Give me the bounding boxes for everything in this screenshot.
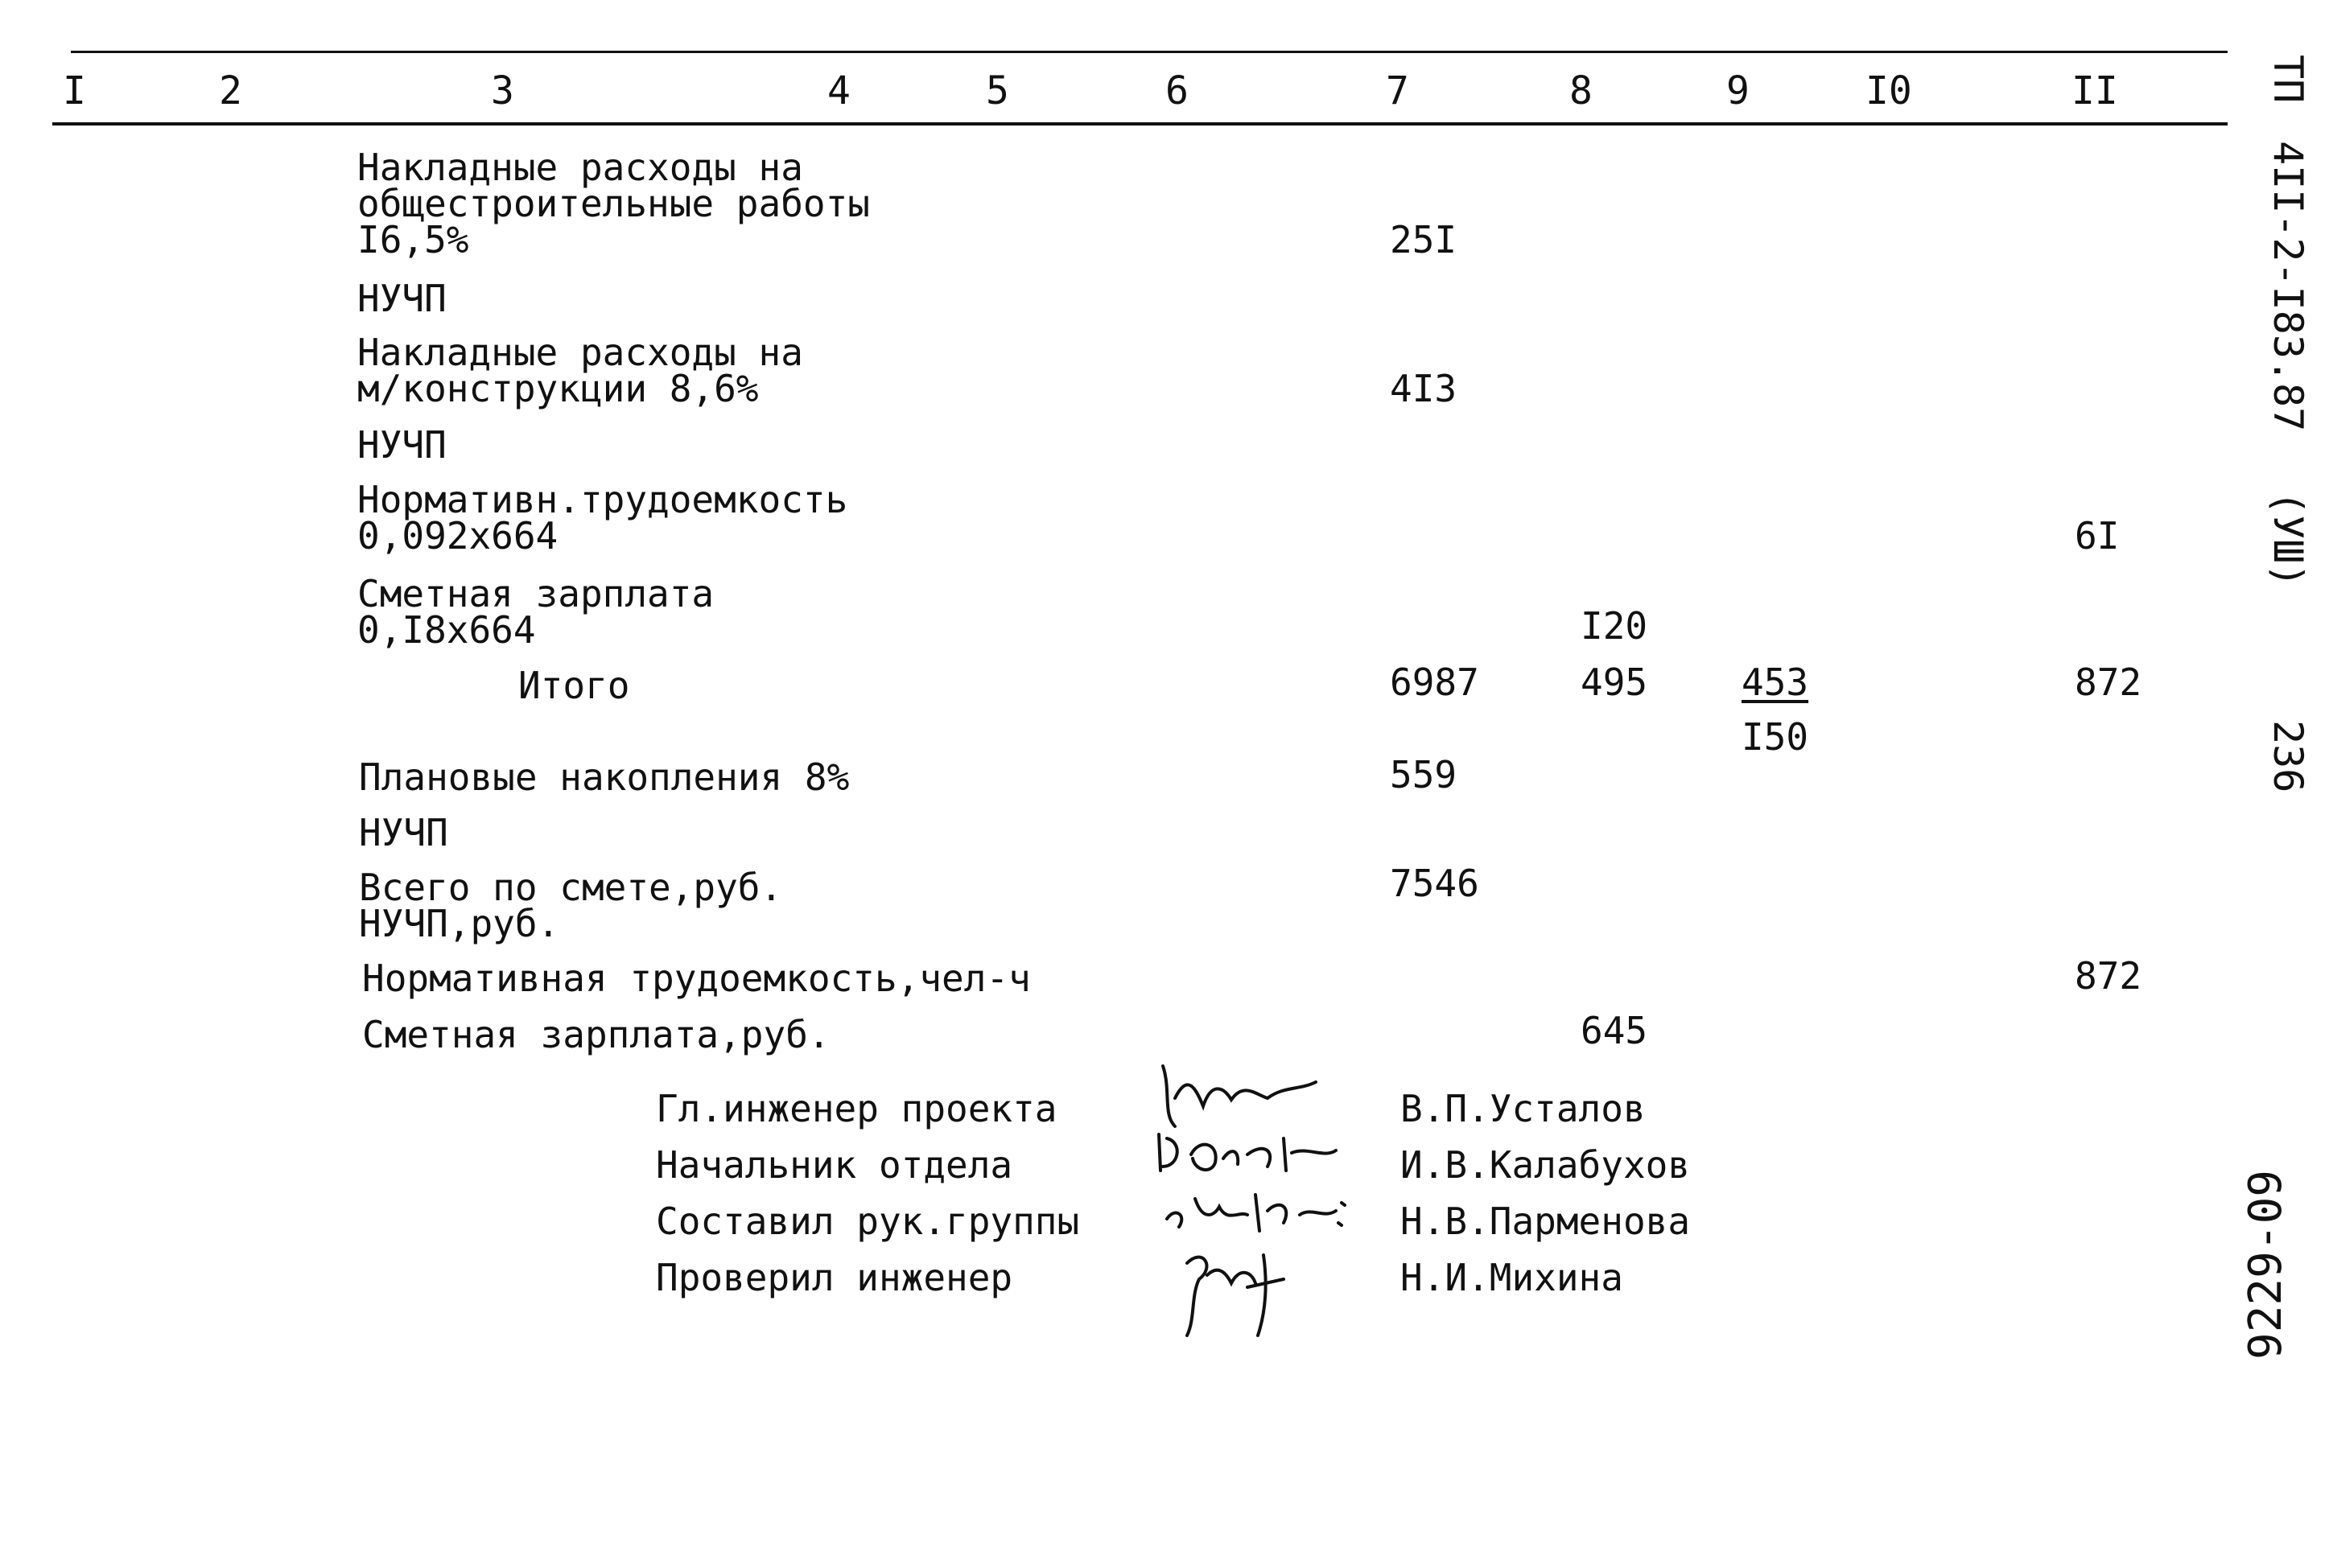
labor-value: 6I — [2075, 514, 2120, 558]
doc-code: 4II-2-I83.87 — [2265, 141, 2311, 432]
cost-value: 25I — [1390, 218, 1457, 261]
total-cost-value: 6987 — [1390, 661, 1479, 704]
item-label: Нормативн.трудоемкость — [357, 478, 848, 521]
col-header-4: 4 — [827, 68, 851, 113]
item-label: Сметная зарплата — [357, 572, 715, 615]
page-number: 236 — [2265, 720, 2311, 793]
archive-code: 9229-09 — [2240, 1169, 2292, 1360]
total-col9-top: 453 — [1742, 661, 1809, 704]
total-labor-value: 872 — [2075, 661, 2142, 704]
item-label: НУЧП — [357, 277, 447, 320]
doc-code-prefix: ТП — [2265, 55, 2311, 104]
item-label: Плановые накопления 8% — [359, 755, 850, 799]
wage-value: 645 — [1581, 1009, 1648, 1052]
item-label: общестроительные работы — [357, 182, 870, 225]
cost-value: 7546 — [1390, 862, 1479, 905]
item-label: НУЧП,руб. — [359, 902, 560, 945]
col-header-8: 8 — [1569, 68, 1593, 113]
header-rule-bottom — [52, 122, 2228, 126]
cost-value: 4I3 — [1390, 367, 1457, 410]
signature-role: Начальник отдела — [656, 1143, 1013, 1187]
signature-name: Н.И.Михина — [1400, 1256, 1623, 1299]
wage-value: I20 — [1581, 604, 1648, 648]
item-label: Накладные расходы на — [357, 331, 803, 374]
signature-name: И.В.Калабухов — [1400, 1143, 1691, 1187]
item-label: м/конструкции 8,6% — [357, 367, 759, 410]
col-header-2: 2 — [219, 68, 242, 113]
signature-role: Проверил инженер — [656, 1256, 1013, 1299]
item-label: НУЧП — [357, 423, 447, 467]
total-col9-bottom: I50 — [1742, 715, 1809, 759]
item-label: НУЧП — [359, 811, 448, 854]
col-header-6: 6 — [1165, 68, 1189, 113]
col-header-5: 5 — [986, 68, 1009, 113]
col-header-10: I0 — [1865, 68, 1912, 113]
col-header-3: 3 — [491, 68, 514, 113]
col-header-7: 7 — [1386, 68, 1409, 113]
signature-role: Гл.инженер проекта — [656, 1087, 1057, 1130]
signature-name: В.П.Усталов — [1400, 1087, 1646, 1130]
item-label: Нормативная трудоемкость,чел-ч — [362, 957, 1031, 1000]
album-number: (УШ) — [2265, 491, 2311, 588]
signature-name: Н.В.Парменова — [1400, 1200, 1691, 1243]
item-label: 0,I8х664 — [357, 608, 536, 652]
item-label: Всего по смете,руб. — [359, 866, 783, 909]
item-label: Сметная зарплата,руб. — [362, 1013, 831, 1056]
labor-value: 872 — [2075, 954, 2142, 998]
cost-value: 559 — [1390, 753, 1457, 796]
handwritten-signature — [1155, 1175, 1356, 1247]
item-label: I6,5% — [357, 218, 469, 261]
signature-role: Составил рук.группы — [656, 1200, 1080, 1243]
item-label: Накладные расходы на — [357, 146, 803, 189]
col-header-9: 9 — [1726, 68, 1750, 113]
handwritten-signature — [1171, 1239, 1316, 1344]
header-rule-top — [71, 51, 2228, 53]
total-label: Итого — [518, 664, 630, 707]
col-header-1: I — [63, 68, 86, 113]
col-header-11: II — [2071, 68, 2118, 113]
item-label: 0,092х664 — [357, 514, 559, 558]
total-wage-value: 495 — [1581, 661, 1648, 704]
